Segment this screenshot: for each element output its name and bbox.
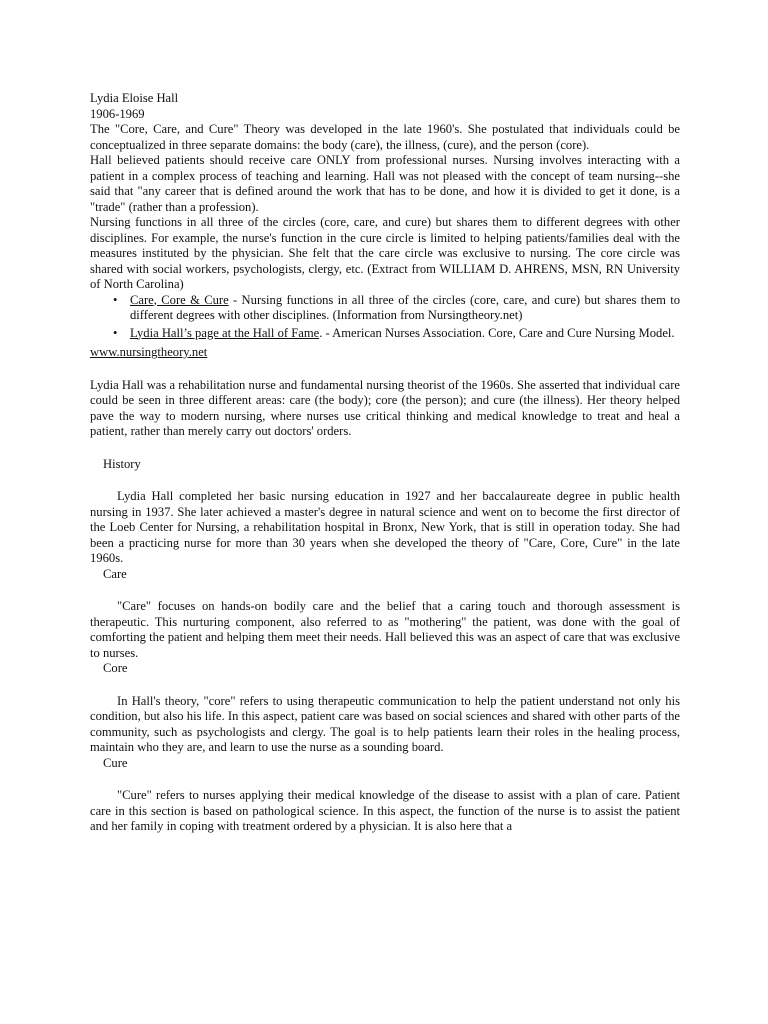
- spacer: [90, 361, 680, 378]
- reference-item: [113, 292, 681, 324]
- summary-paragraph: Lydia Hall was a rehabilitation nurse and fundamental nursing theorist of the 1960s. She asserted that individual care could be seen in three different areas: care (the body); core (the person); and cure (the illness). Her theory helped pave the way to modern nursing, where nurses use critical thinking and medical knowledge to treat and heal a patient, rather than merely carry out doctors' orders.: [90, 377, 680, 438]
- site-link-row: [90, 345, 680, 361]
- spacer: [90, 677, 680, 694]
- reference-description: . - American Nurses Association. Core, Care and Cure Nursing Model.: [319, 325, 675, 340]
- care-core-cure-link[interactable]: Care, Core & Cure: [130, 292, 229, 307]
- intro-paragraph-3: Nursing functions in all three of the circles (core, care, and cure) but shares them to different degrees with other disciplines. For example, the nurse's function in the cure circle is limited to helping patients/families deal with the measures instituted by the physician. She felt that the care circle was exclusive to nursing. The core circle was shared with social workers, psychologists, clergy, etc. (Extract from WILLIAM D. AHRENS, MSN, RN University of North Carolina): [90, 215, 680, 291]
- hall-of-fame-link[interactable]: Lydia Hall’s page at the Hall of Fame: [130, 325, 320, 340]
- section-text-cure: "Cure" refers to nurses applying their medical knowledge of the disease to assist with a plan of care. Patient care in this section is based on pathological science. In this aspect, the function of the nurse is to assist the patient and her family in coping with treatment ordered by a physician. It is also here that a: [90, 788, 680, 833]
- reference-item: [113, 325, 680, 342]
- section-heading-care: Care: [103, 566, 127, 581]
- spacer: [90, 771, 680, 788]
- nursingtheory-site-link[interactable]: www.nursingtheory.net: [90, 345, 208, 359]
- intro-paragraph-1: The "Core, Care, and Cure" Theory was developed in the late 1960's. She postulated that individuals could be conceptualized in three separate domains: the body (care), the illness, (cure), and the person (core).: [90, 122, 680, 152]
- section-text-core: In Hall's theory, "core" refers to using therapeutic communication to help the patient understand not only his condition, but also his life. In this aspect, patient care was based on social sciences and shared with other parts of the community, such as psychologists and clergy. The goal is to help patients learn their roles in the healing process, maintain who they are, and learn to use the nurse as a sounding board.: [90, 693, 680, 754]
- section-text-care: "Care" focuses on hands-on bodily care and the belief that a caring touch and thorough assessment is therapeutic. This nurturing component, also referred to as "mothering" the patient, was done with the goal of comforting the patient and helping them meet their needs. Hall believed this was an aspect of care that was exclusive to nurses.: [90, 599, 680, 660]
- reference-list: [90, 293, 680, 342]
- section-heading-cure: Cure: [103, 755, 128, 770]
- author-name: Lydia Eloise Hall: [90, 91, 179, 105]
- bullet-icon: •: [113, 292, 118, 307]
- section-text-history: Lydia Hall completed her basic nursing education in 1927 and her baccalaureate degree in public health nursing in 1937. She later achieved a master's degree in natural science and went on to become the first director of the Loeb Center for Nursing, a rehabilitation hospital in Bronx, New York, that is still in operation today. She had been a practicing nurse for more than 30 years when she developed the theory of "Care, Core, Cure" in the late 1960s.: [90, 489, 680, 565]
- reference-description: - Nursing functions in all three of the circles (core, care, and cure) but shares them to different degrees with other disciplines. (Information from Nursingtheory.net): [130, 292, 681, 322]
- section-heading-history: History: [103, 456, 141, 471]
- section-heading-core: Core: [103, 661, 128, 675]
- spacer: [90, 472, 680, 489]
- intro-paragraph-2: Hall believed patients should receive care ONLY from professional nurses. Nursing involves interacting with a patient in a complex process of teaching and learning. Hall was not pleased with the concept of team nursing--she said that "any career that is defined around the work that has to be done, and how it is divided to get it done, is a "trade" (rather than a profession).: [90, 153, 680, 214]
- spacer: [90, 582, 680, 599]
- bullet-icon: •: [113, 325, 118, 340]
- document-body: [90, 91, 680, 835]
- spacer: [90, 440, 680, 457]
- author-years: 1906-1969: [90, 106, 145, 121]
